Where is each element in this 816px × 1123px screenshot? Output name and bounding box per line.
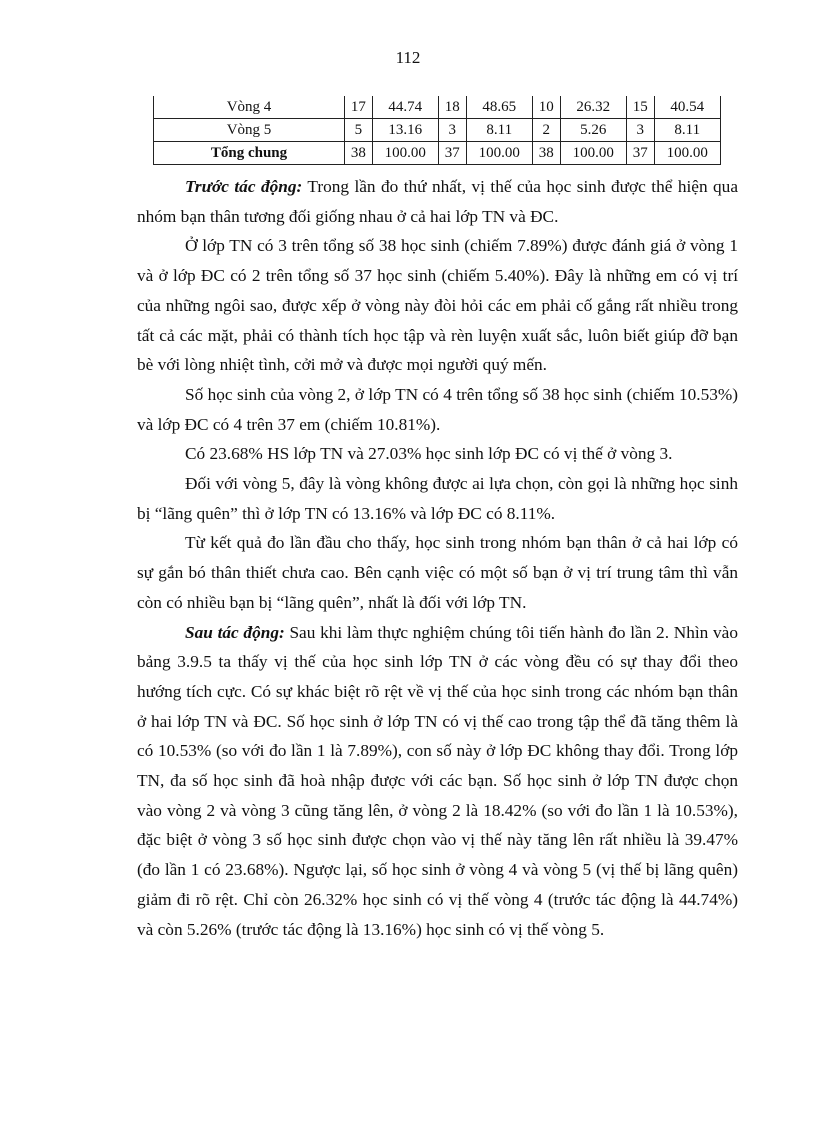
paragraph-text: Trong lần đo thứ nhất, vị thế của học sinh được thể hiện qua nhóm bạn thân tương đối giống nhau ở cả hai lớp TN và ĐC. [137, 177, 738, 226]
paragraph-lead: Sau tác động: [185, 622, 285, 642]
page-number: 112 [395, 48, 421, 67]
row-label: Vòng 5 [154, 119, 345, 142]
table-cell: 18 [439, 96, 467, 119]
paragraph [137, 618, 738, 945]
row-label: Tổng chung [154, 142, 345, 165]
paragraph [137, 469, 738, 528]
paragraph [137, 231, 738, 380]
paragraph [137, 172, 738, 231]
table-row [154, 96, 721, 119]
paragraph-lead: Trước tác động: [185, 177, 303, 196]
row-label: Vòng 4 [154, 96, 345, 119]
paragraph [137, 528, 738, 617]
table-cell: 100.00 [372, 142, 438, 165]
paragraph-text: Có 23.68% HS lớp TN và 27.03% học sinh lớp ĐC có vị thế ở vòng 3. [185, 444, 673, 464]
table-cell: 26.32 [560, 96, 626, 119]
paragraph-text: Đối với vòng 5, đây là vòng không được ai lựa chọn, còn gọi là những học sinh bị “lãng quên” thì ở lớp TN có 13.16% và lớp ĐC có 8.11%. [137, 474, 738, 523]
table-cell: 38 [345, 142, 373, 165]
paragraph-text: Từ kết quả đo lần đầu cho thấy, học sinh trong nhóm bạn thân ở cả hai lớp có sự gắn bó thân thiết chưa cao. Bên cạnh việc có một số bạn ở vị trí trung tâm thì vẫn còn có nhiều bạn bị “lãng quên”, nhất là đối với lớp TN. [137, 533, 738, 612]
table-cell: 3 [626, 119, 654, 142]
table-cell: 15 [626, 96, 654, 119]
table-cell: 10 [532, 96, 560, 119]
table-cell: 17 [345, 96, 373, 119]
body-text [137, 172, 738, 944]
paragraph-text: Ở lớp TN có 3 trên tổng số 38 học sinh (chiếm 7.89%) được đánh giá ở vòng 1 và ở lớp ĐC có 2 trên tổng số 37 học sinh (chiếm 5.40%). Đây là những em có vị trí của những ngôi sao, được xếp ở vòng này đòi hỏi các em phải cố gắng rất nhiều trong tất cả các mặt, phải có thành tích học tập và rèn luyện xuất sắc, luôn biết giúp đỡ bạn bè với lòng nhiệt tình, cởi mở và được mọi người quý mến. [137, 236, 738, 375]
table-cell: 3 [439, 119, 467, 142]
table-cell: 44.74 [372, 96, 438, 119]
results-table [153, 96, 721, 165]
table-cell: 37 [439, 142, 467, 165]
table-cell: 5 [345, 119, 373, 142]
table-cell: 100.00 [466, 142, 532, 165]
table-cell: 13.16 [372, 119, 438, 142]
table-row [154, 119, 721, 142]
table-row-total [154, 142, 721, 165]
paragraph [137, 380, 738, 439]
table-cell: 38 [532, 142, 560, 165]
table-cell: 8.11 [654, 119, 720, 142]
table-cell: 2 [532, 119, 560, 142]
paragraph-text: Số học sinh của vòng 2, ở lớp TN có 4 trên tổng số 38 học sinh (chiếm 10.53%) và lớp ĐC có 4 trên 37 em (chiếm 10.81%). [137, 384, 738, 434]
table-cell: 37 [626, 142, 654, 165]
table-cell: 40.54 [654, 96, 720, 119]
table-cell: 5.26 [560, 119, 626, 142]
table-cell: 48.65 [466, 96, 532, 119]
paragraph-text: Sau khi làm thực nghiệm chúng tôi tiến hành đo lần 2. Nhìn vào bảng 3.9.5 ta thấy vị thế của học sinh lớp TN ở các vòng đều có sự thay đổi theo hướng tích cực. Có sự khác biệt rõ rệt về vị thế của học sinh trong các nhóm bạn thân ở hai lớp TN và ĐC. Số học sinh ở lớp TN có vị thế cao trong tập thể đã tăng thêm là có 10.53% (so với đo lần 1 là 7.89%), con số này ở lớp ĐC không thay đổi. Trong lớp TN, đa số học sinh đã hoà nhập được với các bạn. Số học sinh ở lớp TN được chọn vào vòng 2 và vòng 3 cũng tăng lên, ở vòng 2 là 18.42% (so với đo lần 1 là 10.53%), đặc biệt ở vòng 3 số học sinh được chọn vào vị thế này tăng lên rất nhiều là 39.47% (đo lần 1 có 23.68%). Ngược lại, số học sinh ở vòng 4 và vòng 5 (vị thế bị lãng quên) giảm đi rõ rệt. Chỉ còn 26.32% học sinh có vị thế vòng 4 (trước tác động là 44.74%) và còn 5.26% (trước tác động là 13.16%) học sinh có vị thế vòng 5. [137, 622, 738, 939]
table-cell: 8.11 [466, 119, 532, 142]
table-cell: 100.00 [560, 142, 626, 165]
table-cell: 100.00 [654, 142, 720, 165]
paragraph [137, 439, 738, 469]
